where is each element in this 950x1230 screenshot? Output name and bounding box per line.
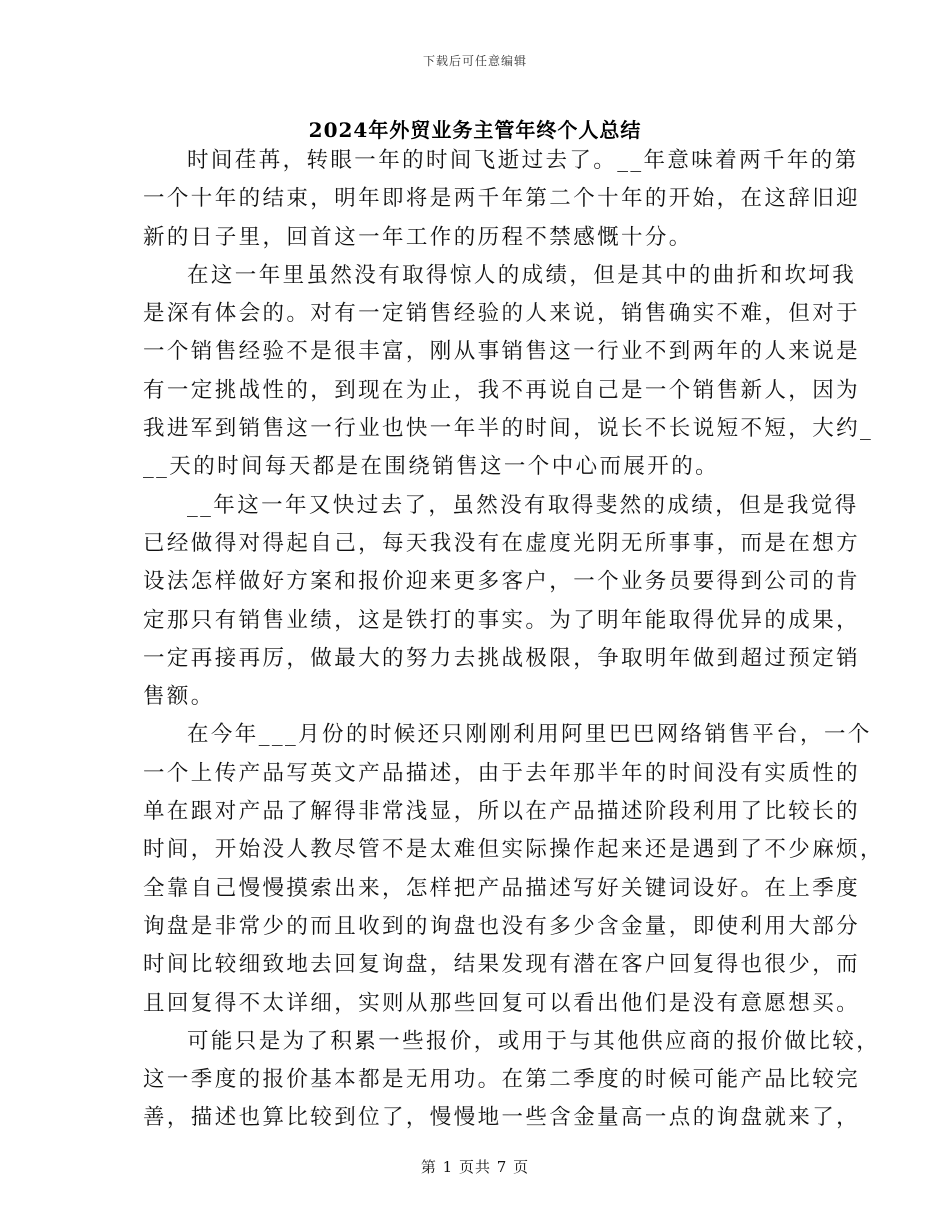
page-header-note: 下载后可任意编辑 [422,54,527,68]
paragraph-2-line-6: __天的时间每天都是在围绕销售这一个中心而展开的。 [143,454,720,480]
paragraph-5-line-3: 善，描述也算比较到位了，慢慢地一些含金量高一点的询盘就来了， [143,1105,861,1131]
paragraph-2-line-3: 一个销售经验不是很丰富，刚从事销售这一行业不到两年的人来说是 [143,339,861,365]
paragraph-3-line-2: 已经做得对得起自己，每天我没有在虚度光阴无所事事，而是在想方 [143,530,861,556]
paragraph-4-line-5: 全靠自己慢慢摸索出来，怎样把产品描述写好关键词设好。在上季度 [143,875,861,901]
paragraph-2-line-2: 是深有体会的。对有一定销售经验的人来说，销售确实不难，但对于 [143,301,861,327]
page-number-footer: 第 1 页共 7 页 [420,1158,530,1176]
paragraph-4-line-7: 时间比较细致地去回复询盘，结果发现有潜在客户回复得也很少，而 [143,952,861,978]
paragraph-4-line-3: 单在跟对产品了解得非常浅显，所以在产品描述阶段利用了比较长的 [143,799,861,825]
paragraph-4-line-2: 一个上传产品写英文产品描述，由于去年那半年的时间没有实质性的 [143,760,861,786]
paragraph-3-line-3: 设法怎样做好方案和报价迎来更多客户，一个业务员要得到公司的肯 [143,569,861,595]
paragraph-4-line-1: 在今年___月份的时候还只刚刚利用阿里巴巴网络销售平台，一个 [187,722,872,748]
paragraph-3-line-1: __年这一年又快过去了，虽然没有取得斐然的成绩，但是我觉得 [187,492,859,518]
paragraph-3-line-5: 一定再接再厉，做最大的努力去挑战极限，争取明年做到超过预定销 [143,645,861,671]
paragraph-2-line-5: 我进军到销售这一行业也快一年半的时间，说长不长说短不短，大约_ [143,416,874,442]
paragraph-1-line-2: 一个十年的结束，明年即将是两千年第二个十年的开始，在这辞旧迎 [143,186,861,212]
paragraph-2-line-4: 有一定挑战性的，到现在为止，我不再说自己是一个销售新人，因为 [143,377,861,403]
paragraph-4-line-6: 询盘是非常少的而且收到的询盘也没有多少含金量，即使利用大部分 [143,913,861,939]
paragraph-3-line-4: 定那只有销售业绩，这是铁打的事实。为了明年能取得优异的成果， [143,607,861,633]
document-body [143,142,884,1138]
document-title: 2024年外贸业务主管年终个人总结 [308,118,642,142]
paragraph-5-line-2: 这一季度的报价基本都是无用功。在第二季度的时候可能产品比较完 [143,1067,861,1093]
paragraph-1-line-1: 时间荏苒，转眼一年的时间飞逝过去了。__年意味着两千年的第 [187,148,859,173]
paragraph-4-line-8: 且回复得不太详细，实则从那些回复可以看出他们是没有意愿想买。 [143,990,861,1016]
paragraph-2-line-1: 在这一年里虽然没有取得惊人的成绩，但是其中的曲折和坎坷我 [187,262,857,288]
paragraph-5-line-1: 可能只是为了积累一些报价，或用于与其他供应商的报价做比较， [187,1028,881,1054]
paragraph-4-line-4: 时间，开始没人教尽管不是太难但实际操作起来还是遇到了不少麻烦， [143,837,884,863]
paragraph-3-line-6: 售额。 [143,684,215,710]
paragraph-1-line-3: 新的日子里，回首这一年工作的历程不禁感慨十分。 [143,224,693,250]
